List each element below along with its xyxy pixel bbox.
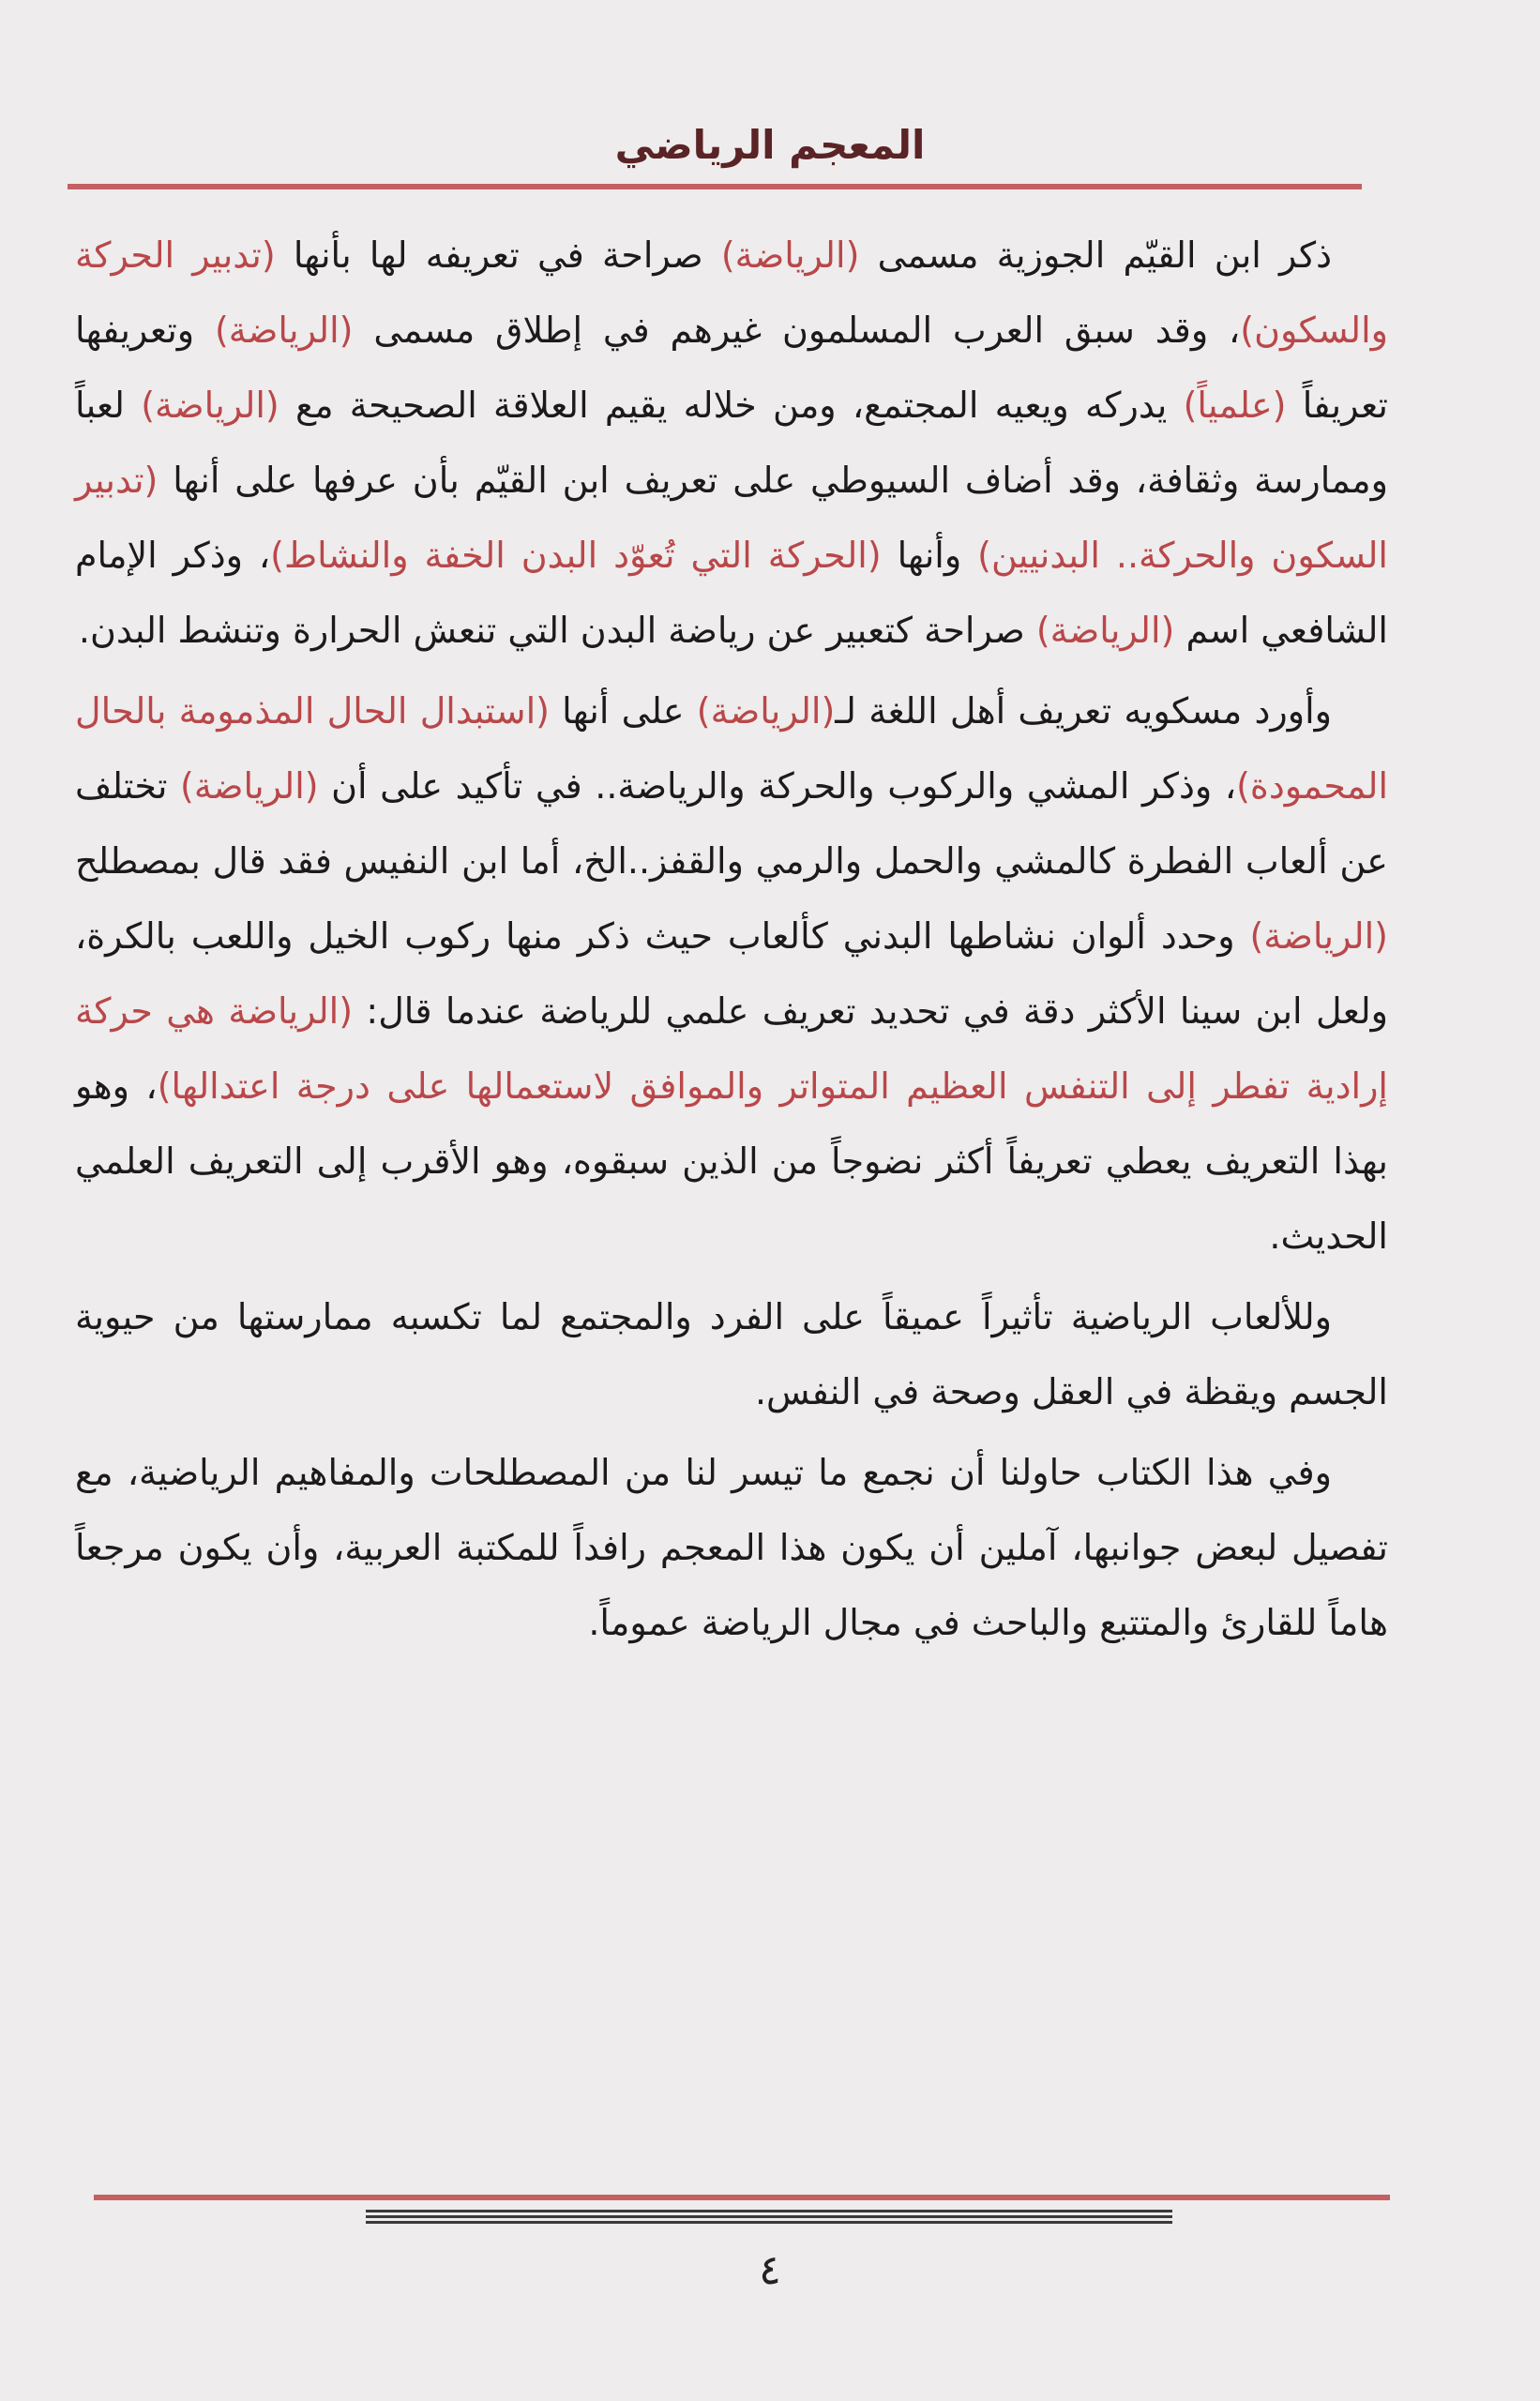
page-number: ٤ <box>759 2246 781 2294</box>
text-segment: تختلف عن ألعاب الفطرة كالمشي والحمل والرمي والقفز..الخ، أما ابن النفيس فقد قال بمصطلح <box>75 765 1388 882</box>
text-segment: ، وهو بهذا التعريف يعطي تعريفاً أكثر نضوجاً من الذين سبقوه، وهو الأقرب إلى التعريف العلمي الحديث. <box>75 1065 1388 1257</box>
paragraph-2 <box>75 673 1388 1274</box>
text-segment: لعباً وممارسة وثقافة، وقد أضاف السيوطي على تعريف ابن القيّم بأن عرفها على أنها <box>75 385 1388 501</box>
highlighted-term: (الرياضة) <box>214 310 354 351</box>
highlighted-term: (استبدال الحال المذمومة بالحال المحمودة) <box>75 690 1388 807</box>
text-segment: وفي هذا الكتاب حاولنا أن نجمع ما تيسر لنا من المصطلحات والمفاهيم الرياضية، مع تفصيل لبعض جوانبها، آملين أن يكون هذا المعجم رافداً للمكتبة العربية، وأن يكون مرجعاً هاماً للقارئ والمتتبع والباحث في مجال الرياضة عموماً. <box>75 1452 1388 1643</box>
paragraph-4 <box>75 1435 1388 1660</box>
footer-rule-line-1 <box>366 2210 1172 2212</box>
paragraph-3 <box>75 1279 1388 1429</box>
highlighted-term: (الحركة التي تُعوّد البدن الخفة والنشاط) <box>270 535 882 576</box>
text-segment: ذكر ابن القيّم الجوزية مسمى <box>859 234 1332 276</box>
body-text <box>75 218 1388 1660</box>
text-segment: يدركه ويعيه المجتمع، ومن خلاله يقيم العلاقة الصحيحة مع <box>279 385 1184 426</box>
text-segment: وحدد ألوان نشاطها البدني كألعاب حيث ذكر منها ركوب الخيل واللعب بالكرة، ولعل ابن سينا الأكثر دقة في تحديد تعريف علمي للرياضة عندما قال: <box>75 915 1388 1032</box>
text-segment: ، وذكر المشي والركوب والحركة والرياضة.. في تأكيد على أن <box>318 765 1237 807</box>
text-segment: وتعريفها تعريفاً <box>75 310 1388 426</box>
text-segment: وللألعاب الرياضية تأثيراً عميقاً على الفرد والمجتمع لما تكسبه ممارستها من حيوية الجسم ويقظة في العقل وصحة في النفس. <box>75 1296 1388 1412</box>
text-segment: ، وذكر الإمام الشافعي اسم <box>75 535 1388 651</box>
highlighted-term: (علمياً) <box>1183 385 1287 426</box>
highlighted-term: (الرياضة) <box>1249 915 1388 957</box>
text-segment: وأنها <box>881 535 978 576</box>
highlighted-term: (الرياضة) <box>1035 610 1175 651</box>
highlighted-term: (الرياضة) <box>180 765 319 807</box>
highlighted-term: (الرياضة) <box>141 385 279 426</box>
highlighted-term: (تدبير السكون والحركة.. البدنيين) <box>75 460 1388 576</box>
text-segment: صراحة في تعريفه لها بأنها <box>275 234 721 276</box>
highlighted-term: (الرياضة هي حركة إرادية تفطر إلى التنفس العظيم المتواتر والموافق لاستعمالها على درجة اعتدالها) <box>75 990 1388 1107</box>
text-segment: وأورد مسكويه تعريف أهل اللغة لـ <box>835 690 1332 732</box>
highlighted-term: (الرياضة) <box>720 234 860 276</box>
footer-rule-line-2 <box>366 2215 1172 2218</box>
text-segment: صراحة كتعبير عن رياضة البدن التي تنعش الحرارة وتنشط البدن. <box>78 610 1036 651</box>
running-head: المعجم الرياضي <box>614 122 926 168</box>
footer-rule-top <box>94 2195 1390 2200</box>
text-segment: على أنها <box>549 690 697 732</box>
text-segment: ، وقد سبق العرب المسلمون غيرهم في إطلاق مسمى <box>353 310 1241 351</box>
footer-rule-line-3 <box>366 2221 1172 2224</box>
paragraph-1 <box>75 218 1388 668</box>
header-rule <box>68 184 1362 189</box>
highlighted-term: (الرياضة) <box>696 690 836 732</box>
highlighted-term: (تدبير الحركة والسكون) <box>75 234 1389 351</box>
